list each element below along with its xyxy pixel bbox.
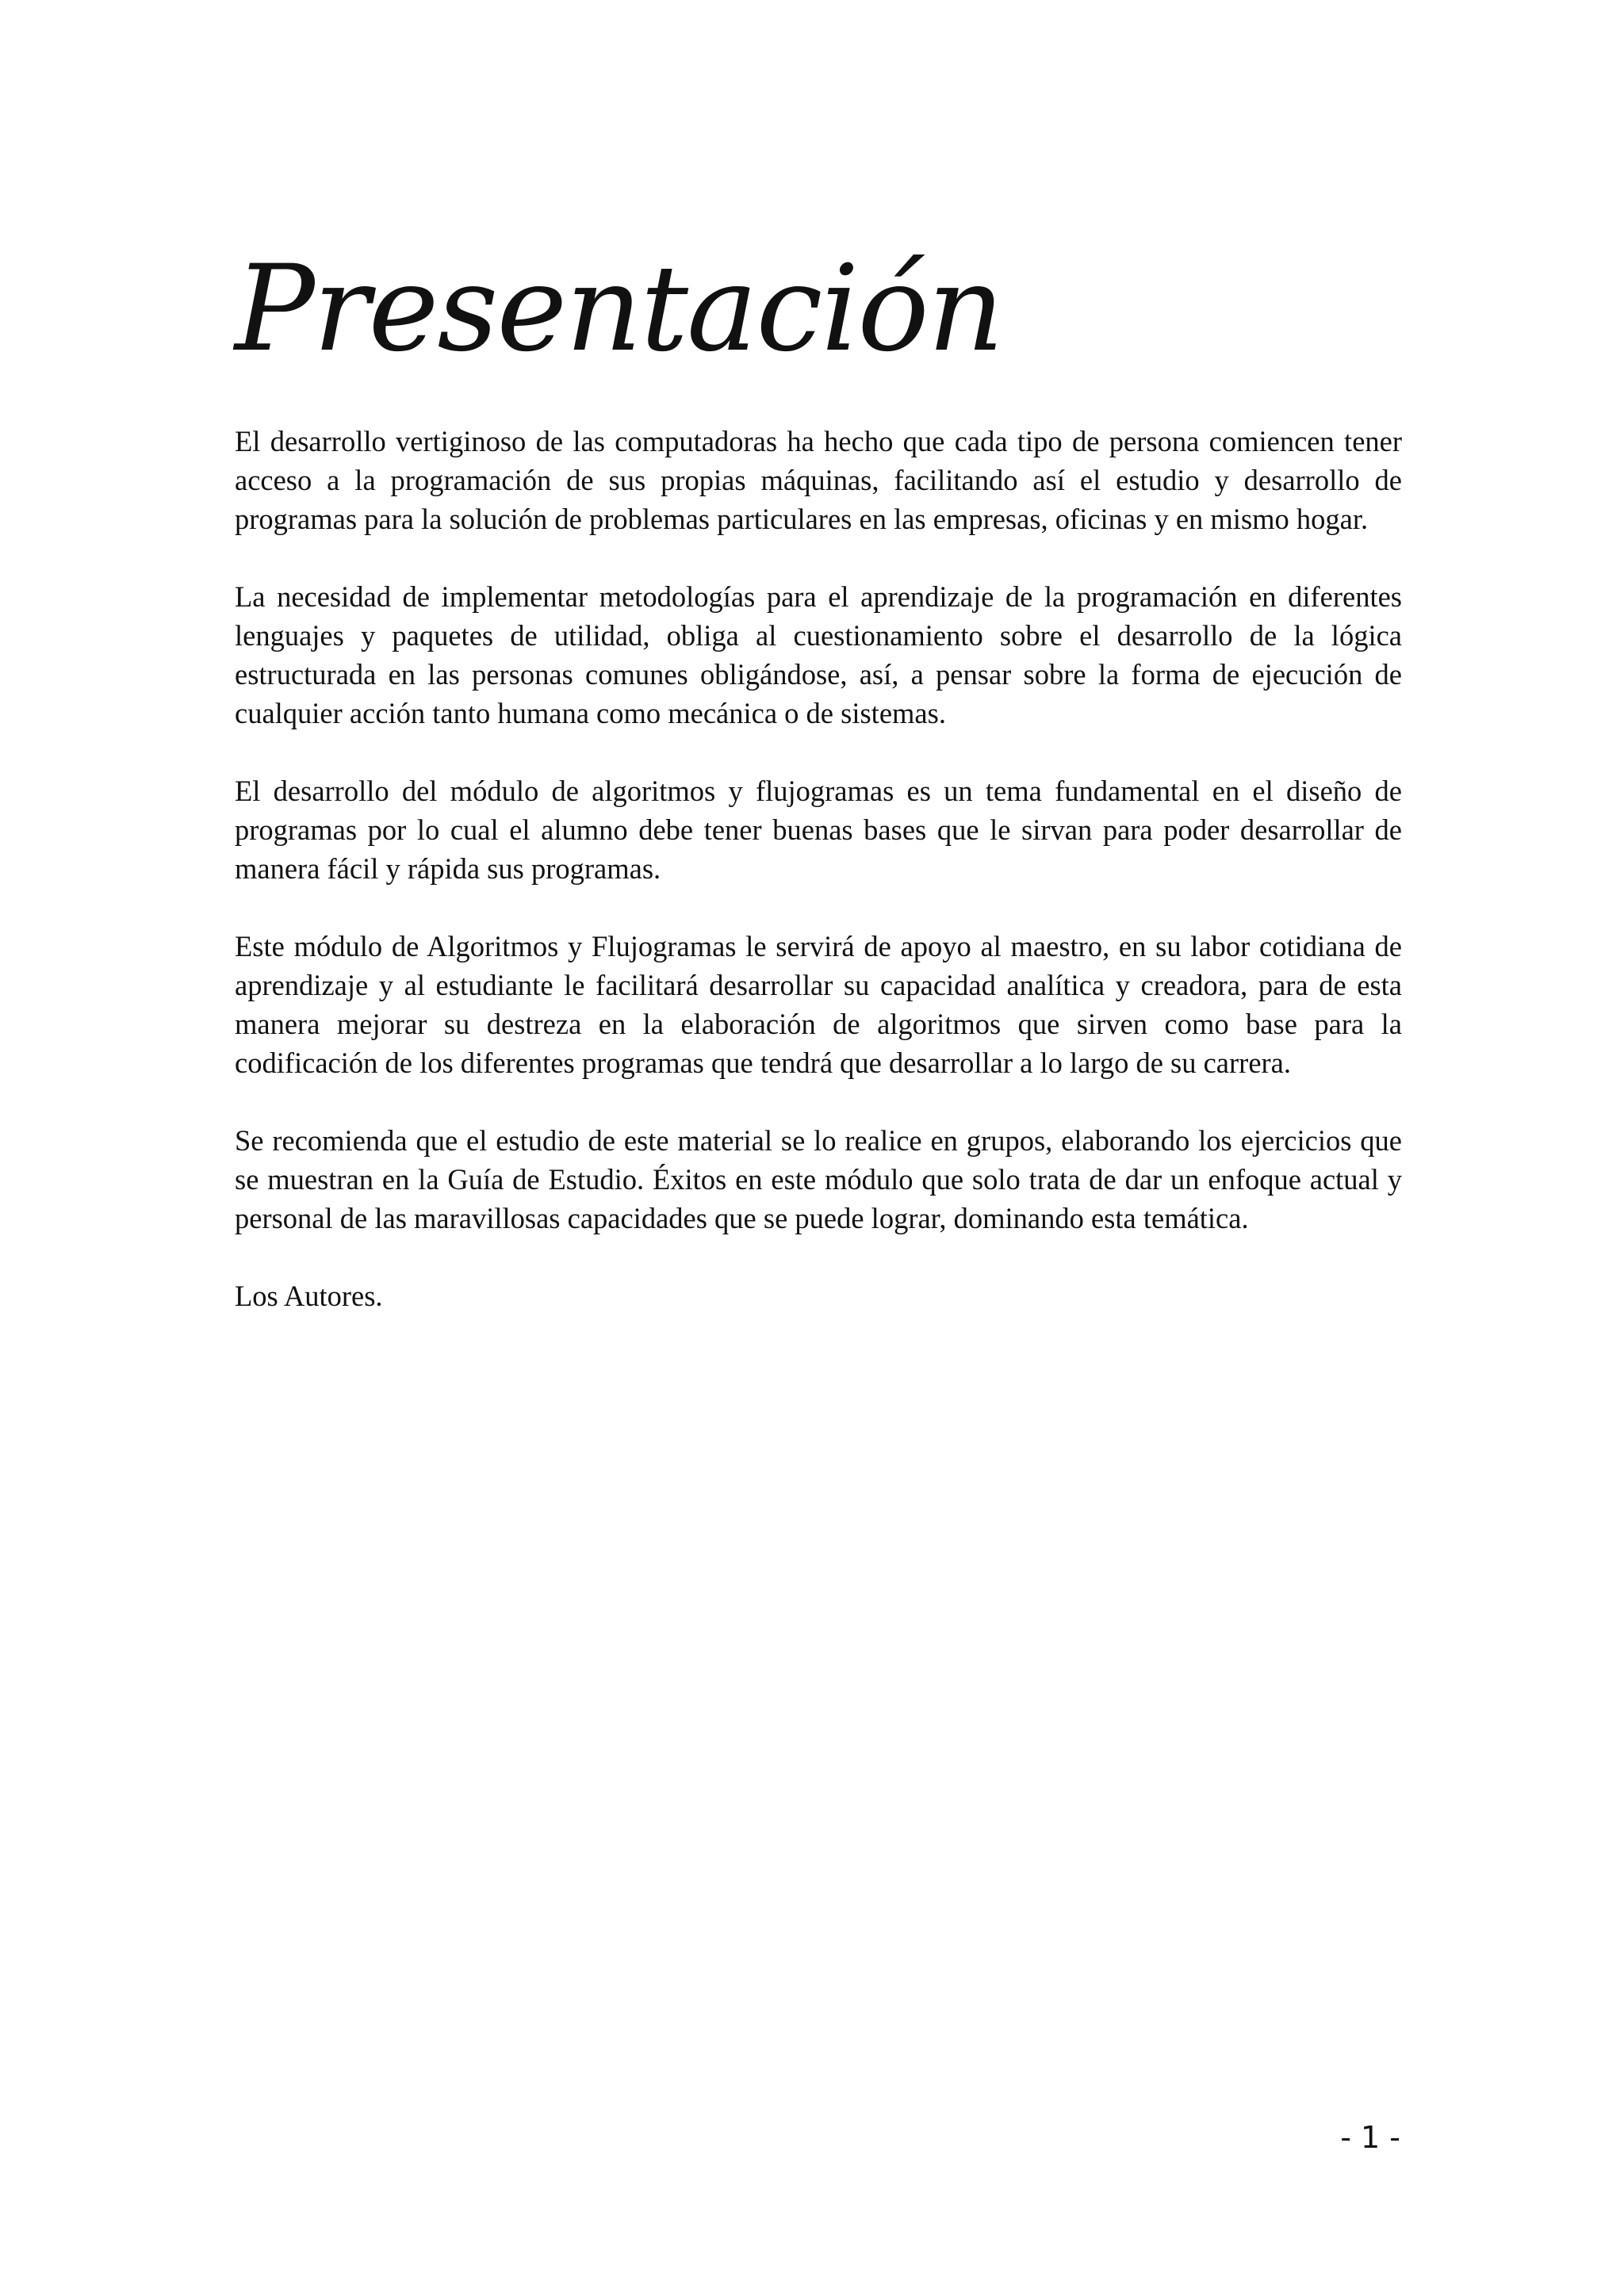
- paragraph-4: Este módulo de Algoritmos y Flujogramas le servirá de apoyo al maestro, en su labor cotidiana de aprendizaje y al estudiante le facilitará desarrollar su capacidad analítica y creadora, para de esta manera mejorar su destreza en la elaboración de algoritmos que sirven como base para la codificación de los diferentes programas que tendrá que desarrollar a lo largo de su carrera.: [235, 930, 1402, 1079]
- page-title: Presentación: [235, 240, 1003, 378]
- document-body: [235, 422, 1402, 1315]
- paragraph-5: Se recomienda que el estudio de este material se lo realice en grupos, elaborando los ejercicios que se muestran en la Guía de Estudio. Éxitos en este módulo que solo trata de dar un enfoque actual y personal de las maravillosas capacidades que se puede lograr, dominando esta temática.: [235, 1124, 1402, 1234]
- paragraph-3: El desarrollo del módulo de algoritmos y flujogramas es un tema fundamental en el diseño de programas por lo cual el alumno debe tener buenas bases que le sirvan para poder desarrollar de manera fácil y rápida sus programas.: [235, 775, 1402, 885]
- page-number: - 1 -: [1340, 2120, 1400, 2155]
- paragraph-1: El desarrollo vertiginoso de las computadoras ha hecho que cada tipo de persona comiencen tener acceso a la programación de sus propias máquinas, facilitando así el estudio y desarrollo de programas para la solución de problemas particulares en las empresas, oficinas y en mismo hogar.: [235, 425, 1402, 535]
- signature: Los Autores.: [235, 1280, 383, 1312]
- paragraph-2: La necesidad de implementar metodologías para el aprendizaje de la programación en diferentes lenguajes y paquetes de utilidad, obliga al cuestionamiento sobre el desarrollo de la lógica estructurada en las personas comunes obligándose, así, a pensar sobre la forma de ejecución de cualquier acción tanto humana como mecánica o de sistemas.: [235, 580, 1402, 729]
